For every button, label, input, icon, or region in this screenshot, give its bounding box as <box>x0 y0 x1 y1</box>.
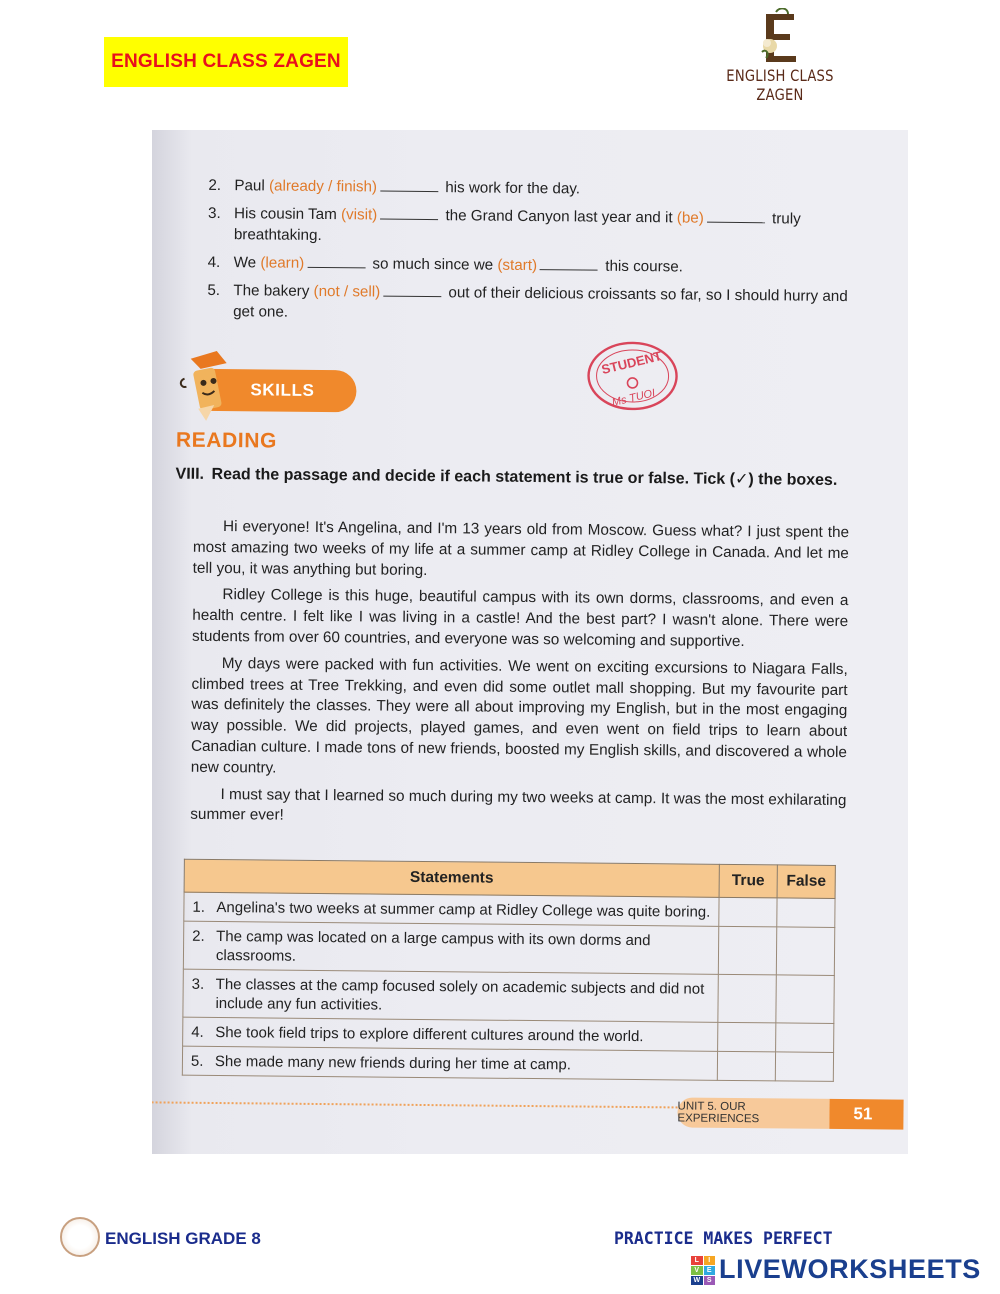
exercise-text-part: out of their delicious croissants so far, so I should hurry and get one. <box>233 284 848 321</box>
verb-hint: (be) <box>676 209 704 227</box>
passage-paragraph: Ridley College is this huge, beautiful campus with its own dorms, classrooms, and even a health centre. I felt like I was living in a castle! And the best part? I wasn't alone. There were students from over 60 countries, and everyone was so welcoming and supportive. <box>191 586 849 651</box>
answer-blank[interactable] <box>380 178 438 193</box>
table-row <box>182 1046 833 1081</box>
textbook-page <box>152 130 908 1154</box>
grid-letter: L <box>691 1256 703 1265</box>
grid-letter: S <box>704 1276 716 1285</box>
task-number: VIII. <box>175 465 205 483</box>
class-badge <box>104 37 348 87</box>
statement-number: 1. <box>192 898 206 916</box>
verb-hint: (start) <box>497 256 538 275</box>
false-checkbox[interactable] <box>776 1023 834 1053</box>
exercise-text <box>234 252 868 279</box>
answer-blank[interactable] <box>540 256 598 271</box>
verb-hint: (already / finish) <box>268 177 378 196</box>
school-logo-icon <box>60 1217 100 1257</box>
true-checkbox[interactable] <box>718 974 776 1023</box>
page-number: 51 <box>829 1099 903 1130</box>
answer-blank[interactable] <box>307 254 365 269</box>
skills-banner <box>176 349 337 421</box>
false-checkbox[interactable] <box>776 975 834 1024</box>
table-row <box>183 969 834 1023</box>
pencil-mascot-icon <box>176 349 237 422</box>
exercise-text-part: his work for the day. <box>440 179 581 198</box>
unit-label: UNIT 5. OUR EXPERIENCES <box>677 1097 829 1128</box>
exercise-text <box>233 280 867 328</box>
exercise-number: 5. <box>207 281 221 300</box>
exercise-text-part: The bakery <box>233 282 314 300</box>
grid-letter: I <box>704 1256 716 1265</box>
stamp-bottom-text: Ms TUOI <box>610 387 657 410</box>
true-checkbox[interactable] <box>718 1022 776 1052</box>
verb-hint: (learn) <box>260 254 305 272</box>
footer-grade: ENGLISH GRADE 8 <box>105 1229 261 1248</box>
statement-cell <box>183 969 718 1022</box>
false-checkbox[interactable] <box>776 927 834 976</box>
exercise-number: 4. <box>207 253 221 272</box>
false-checkbox[interactable] <box>775 1052 833 1082</box>
statement-number: 5. <box>190 1052 204 1070</box>
exercise-text-part: so much since we <box>368 255 498 274</box>
verb-hint: (not / sell) <box>313 282 381 301</box>
statement-cell <box>182 1046 717 1080</box>
liveworksheets-brand <box>691 1254 981 1285</box>
header-true: True <box>719 864 777 898</box>
teacher-stamp-icon <box>584 339 681 414</box>
exercise-item <box>208 175 868 202</box>
exercise-item <box>208 252 868 279</box>
exercise-number: 3. <box>208 204 221 223</box>
statement-cell <box>183 921 718 974</box>
reading-passage <box>190 517 849 838</box>
exercise-text-part: the Grand Canyon last year and it <box>441 207 677 227</box>
textbook-page-content <box>152 130 908 1154</box>
passage-paragraph: My days were packed with fun activities. We went on exciting excursions to Niagara Falls, climbed trees at Tree Trekking, and even did some outlet mall shopping. But my favourite part was definitely the classes. They were all about improving my English, but in the most engaging way possible. We did projects, played games, and even went on field trips to learn about Canadian culture. I made tons of new friends, boosted my English skills, and discovered a whole new country. <box>190 654 848 777</box>
passage-paragraph: I must say that I learned so much during my two weeks at camp. It was the most exhilarating summer ever! <box>190 785 847 825</box>
brand-logo <box>690 8 870 104</box>
exercise-number: 2. <box>208 176 222 195</box>
section-title: READING <box>175 428 278 453</box>
exercise-text-part: Paul <box>234 177 270 195</box>
statement-text: The classes at the camp focused solely on academic subjects and did not include any fun activities. <box>215 975 705 1014</box>
false-checkbox[interactable] <box>777 898 835 928</box>
statement-number: 4. <box>191 1023 204 1041</box>
header-false: False <box>777 865 835 899</box>
grid-letter: V <box>691 1266 703 1275</box>
exercise-text-part: His cousin Tam <box>234 205 342 224</box>
exercise-text-part: truly breathtaking. <box>233 210 801 244</box>
true-checkbox[interactable] <box>718 926 776 975</box>
exercise-text-part: this course. <box>600 257 684 276</box>
answer-blank[interactable] <box>383 283 441 298</box>
true-checkbox[interactable] <box>717 1051 775 1081</box>
statements-table <box>182 859 836 1082</box>
page-footer-divider <box>152 1101 678 1108</box>
footer-motto: PRACTICE MAKES PERFECT <box>614 1229 833 1248</box>
task-text: Read the passage and decide if each statement is true or false. Tick (✓) the boxes. <box>211 465 838 489</box>
liveworksheets-wordmark: LIVEWORKSHEETS <box>719 1254 981 1284</box>
stamp-top-text: STUDENT <box>600 348 664 378</box>
exercise-item <box>208 203 868 251</box>
liveworksheets-logo-icon <box>691 1256 715 1284</box>
exercise-list <box>207 175 868 335</box>
header-statements: Statements <box>184 859 719 897</box>
true-checkbox[interactable] <box>719 897 777 927</box>
statement-number: 2. <box>192 927 205 945</box>
unit-tag <box>677 1097 903 1129</box>
answer-blank[interactable] <box>707 209 765 224</box>
grid-letter: W <box>691 1276 703 1285</box>
exercise-text <box>234 203 868 251</box>
statement-number: 3. <box>191 975 205 993</box>
exercise-text-part: We <box>233 254 261 272</box>
table-row <box>183 921 834 975</box>
exercise-item <box>207 280 867 328</box>
passage-paragraph: Hi everyone! It's Angelina, and I'm 13 years old from Moscow. Guess what? I just spent the most amazing two weeks of my life at a summer camp at Ridley College in Canada. And let me tell you, it was anything but boring. <box>192 518 850 579</box>
answer-blank[interactable] <box>380 206 438 221</box>
task-instruction <box>175 465 855 492</box>
class-badge-text: ENGLISH CLASS ZAGEN <box>111 51 341 72</box>
statement-text: The camp was located on a large campus with its own dorms and classrooms. <box>215 928 651 965</box>
verb-hint: (visit) <box>340 206 378 224</box>
statement-text: She took field trips to explore different cultures around the world. <box>215 1023 644 1046</box>
logo-text: ENGLISH CLASS ZAGEN <box>726 66 834 104</box>
statement-text: She made many new friends during her time at camp. <box>214 1052 572 1074</box>
grid-letter: E <box>704 1266 716 1275</box>
statement-text: Angelina's two weeks at summer camp at Ridley College was quite boring. <box>216 899 711 921</box>
exercise-text <box>234 175 868 202</box>
logo-e-icon <box>758 8 802 68</box>
skills-label: SKILLS <box>250 380 315 400</box>
